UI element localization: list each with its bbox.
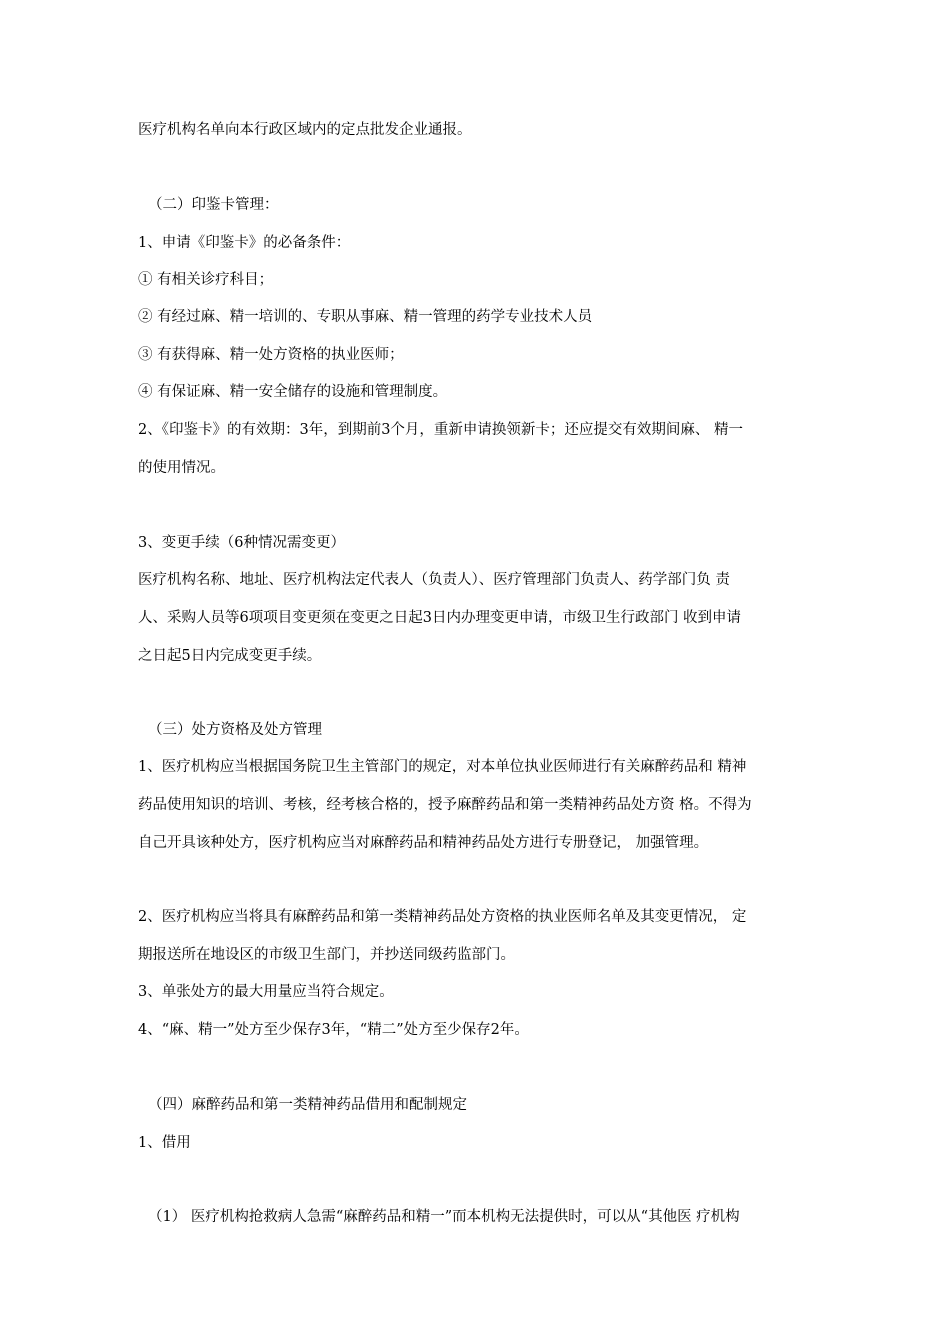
text-line: 医疗机构名称、地址、医疗机构法定代表人（负责人）、医疗管理部门负责人、药学部门负 责 xyxy=(138,572,730,588)
text-line: 药品使用知识的培训、考核，经考核合格的，授予麻醉药品和第一类精神药品处方资 格。不得为 xyxy=(138,797,752,813)
section-heading-4: （四）麻醉药品和第一类精神药品借用和配制规定 xyxy=(148,1097,467,1113)
text-line: （1） 医疗机构抢救病人急需“麻醉药品和精一”而本机构无法提供时，可以从“其他医 疗机构 xyxy=(148,1209,740,1225)
text-line: 3、单张处方的最大用量应当符合规定。 xyxy=(138,984,394,1000)
text-line: 2、《印鉴卡》的有效期：3年，到期前3个月，重新申请换领新卡；还应提交有效期间麻、 精一 xyxy=(138,422,744,438)
list-item: ④ 有保证麻、精一安全储存的设施和管理制度。 xyxy=(138,384,448,400)
list-item: ③ 有获得麻、精一处方资格的执业医师； xyxy=(138,347,404,363)
text-line: 期报送所在地设区的市级卫生部门，并抄送同级药监部门。 xyxy=(138,947,515,963)
text-line: 之日起5日内完成变更手续。 xyxy=(138,648,322,664)
text-line: 自己开具该种处方，医疗机构应当对麻醉药品和精神药品处方进行专册登记， 加强管理。 xyxy=(138,835,709,851)
section-heading-2: （二）印鉴卡管理： xyxy=(148,197,279,213)
text-line: 医疗机构名单向本行政区域内的定点批发企业通报。 xyxy=(138,122,472,138)
list-item: ① 有相关诊疗科目； xyxy=(138,272,274,288)
text-line: 2、医疗机构应当将具有麻醉药品和第一类精神药品处方资格的执业医师名单及其变更情况， 定 xyxy=(138,909,747,925)
text-line: 3、变更手续（6种情况需变更） xyxy=(138,535,345,551)
text-line: 1、申请《印鉴卡》的必备条件： xyxy=(138,235,351,251)
section-heading-3: （三）处方资格及处方管理 xyxy=(148,722,322,738)
list-item: ② 有经过麻、精一培训的、专职从事麻、精一管理的药学专业技术人员 xyxy=(138,309,593,325)
text-line: 1、借用 xyxy=(138,1135,191,1151)
text-line: 1、医疗机构应当根据国务院卫生主管部门的规定，对本单位执业医师进行有关麻醉药品和 精神 xyxy=(138,759,747,775)
text-line: 人、采购人员等6项项目变更须在变更之日起3日内办理变更申请，市级卫生行政部门 收到申请 xyxy=(138,610,742,626)
text-line: 的使用情况。 xyxy=(138,460,225,476)
text-line: 4、“麻、精一”处方至少保存3年，“精二”处方至少保存2年。 xyxy=(138,1022,529,1038)
